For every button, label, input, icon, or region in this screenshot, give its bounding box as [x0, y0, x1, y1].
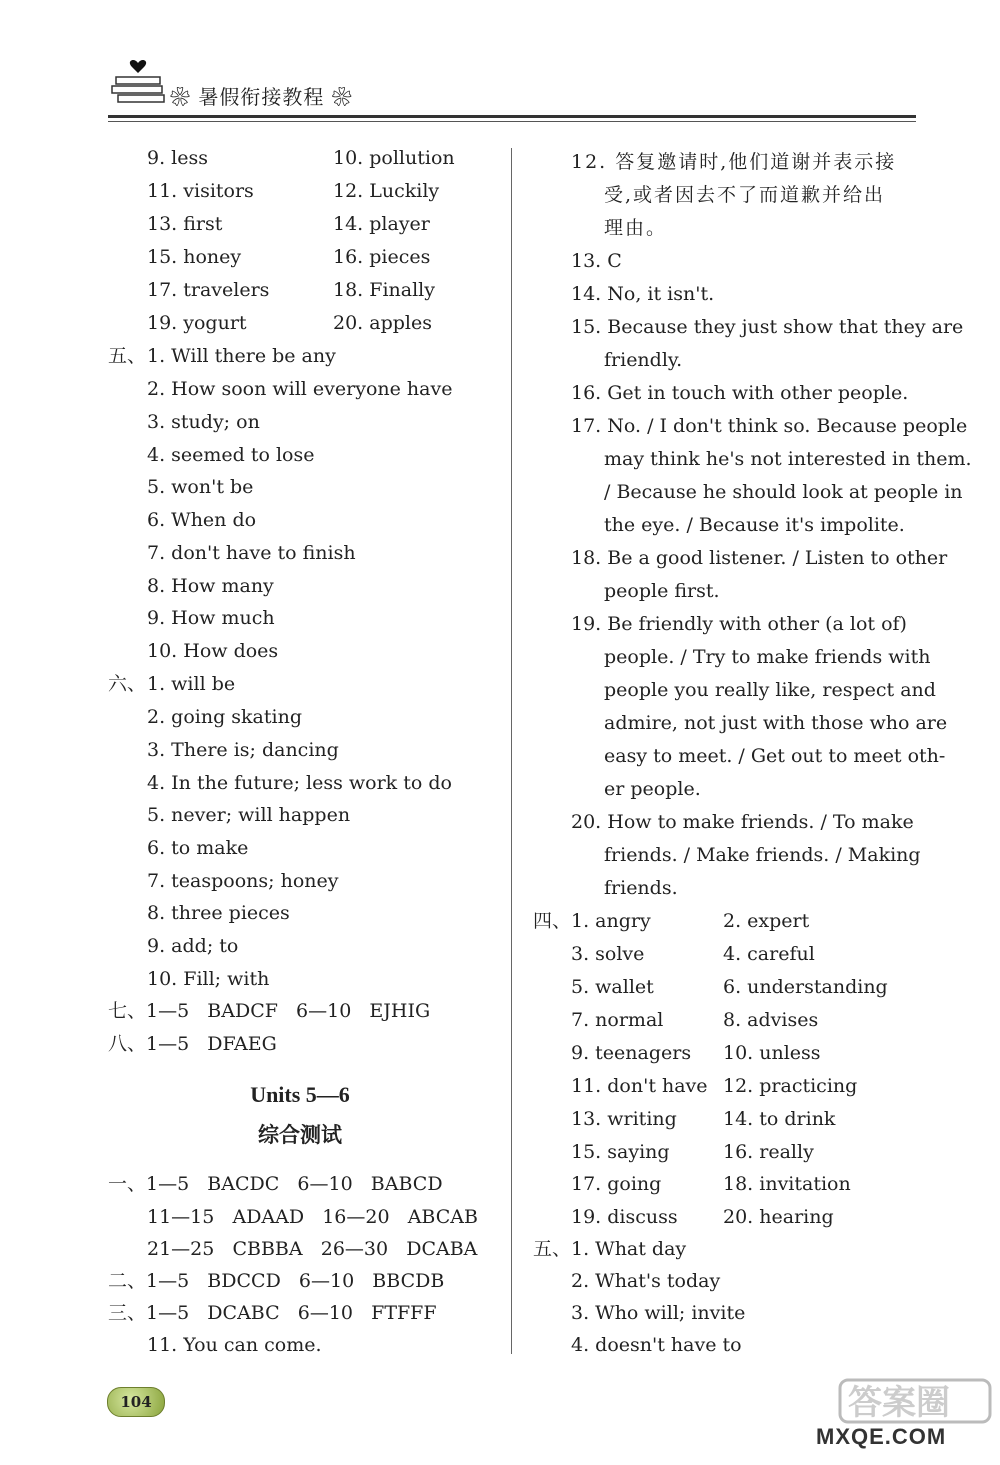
watermark-emblem-icon — [800, 1372, 1000, 1427]
answer-item: friends. / Make friends. / Making — [604, 844, 921, 866]
answer-item: 2. How soon will everyone have — [147, 378, 453, 400]
answer-item: 11. don't have — [571, 1075, 708, 1097]
watermark-logo — [800, 1372, 1000, 1465]
answer-item: friendly. — [604, 349, 683, 371]
answer-item: 20. apples — [333, 312, 432, 334]
answer-item: 14. player — [333, 213, 430, 235]
answer-item: 3. solve — [571, 943, 645, 965]
answer-item: 1. Will there be any — [147, 345, 336, 367]
answer-line: 一、1—5 BACDC 6—10 BABCD — [108, 1173, 443, 1195]
watermark-cn: 答案圈 — [848, 1383, 950, 1423]
answer-item: people you really like, respect and — [604, 679, 936, 701]
answer-item: 8. How many — [147, 575, 274, 597]
answer-item: people. / Try to make friends with — [604, 646, 931, 668]
answer-item: 2. What's today — [571, 1270, 721, 1292]
answer-item: 13. writing — [571, 1108, 677, 1130]
answer-item: 14. No, it isn't. — [571, 283, 715, 305]
answer-item: 16. pieces — [333, 246, 431, 268]
answer-item: 20. hearing — [723, 1206, 834, 1228]
answer-item: 6. understanding — [723, 976, 888, 998]
answer-item: 8. advises — [723, 1009, 819, 1031]
section-label: 六、 — [108, 673, 147, 695]
answer-item: 15. Because they just show that they are — [571, 316, 964, 338]
answer-item: 7. don't have to finish — [147, 542, 356, 564]
answer-item: 7. teaspoons; honey — [147, 870, 339, 892]
answer-item: 12. Luckily — [333, 180, 440, 202]
page-header — [108, 55, 916, 125]
answer-item: 18. invitation — [723, 1173, 851, 1195]
answer-line: 21—25 CBBBA 26—30 DCABA — [147, 1238, 478, 1260]
answer-item: friends. — [604, 877, 678, 899]
answer-item: 18. Finally — [333, 279, 435, 301]
answer-item: 9. How much — [147, 607, 275, 629]
page-number-badge: 104 — [107, 1387, 165, 1417]
answer-item: 9. add; to — [147, 935, 239, 957]
unit-title: Units 5—6 — [250, 1082, 350, 1107]
answer-item: 8. three pieces — [147, 902, 290, 924]
answer-line: 七、1—5 BADCF 6—10 EJHIG — [108, 1000, 431, 1022]
answer-item: 2. expert — [723, 910, 810, 932]
answer-item: 10. pollution — [333, 147, 455, 169]
answer-item: 4. doesn't have to — [571, 1334, 742, 1356]
answer-item: 12. practicing — [723, 1075, 858, 1097]
answer-item: 1. What day — [571, 1238, 687, 1260]
answer-item: 4. seemed to lose — [147, 444, 315, 466]
section-label: 五、 — [533, 1238, 572, 1260]
answer-item: 17. No. / I don't think so. Because people — [571, 415, 968, 437]
answer-item: 3. Who will; invite — [571, 1302, 746, 1324]
answer-item: er people. — [604, 778, 701, 800]
answer-item: 16. really — [723, 1141, 814, 1163]
answer-item: 4. In the future; less work to do — [147, 772, 452, 794]
section-label: 五、 — [108, 345, 147, 367]
answer-item: 16. Get in touch with other people. — [571, 382, 909, 404]
answer-line: 三、1—5 DCABC 6—10 FTFFF — [108, 1302, 437, 1324]
watermark-text: MXQE.COM — [816, 1424, 947, 1449]
answer-item: 2. going skating — [147, 706, 302, 728]
answer-item: 10. Fill; with — [147, 968, 270, 990]
answer-item: 19. discuss — [571, 1206, 678, 1228]
answer-item: easy to meet. / Get out to meet oth- — [604, 745, 946, 767]
answer-item: 7. normal — [571, 1009, 664, 1031]
answer-item: 12. 答复邀请时,他们道谢并表示接 — [571, 151, 897, 173]
answer-item: 3. There is; dancing — [147, 739, 339, 761]
answer-item: 1. will be — [147, 673, 236, 695]
answer-item: 19. yogurt — [147, 312, 247, 334]
books-heart-logo — [108, 55, 168, 110]
answer-item: 5. never; will happen — [147, 804, 351, 826]
answer-item: 9. less — [147, 147, 208, 169]
answer-item: 5. won't be — [147, 476, 254, 498]
answer-item: 15. saying — [571, 1141, 670, 1163]
answer-line: 二、1—5 BDCCD 6—10 BBCDB — [108, 1270, 445, 1292]
answer-item: 理由。 — [604, 217, 668, 239]
answer-line: 八、1—5 DFAEG — [108, 1033, 277, 1055]
answer-line: 11—15 ADAAD 16—20 ABCAB — [147, 1206, 478, 1228]
answer-item: 9. teenagers — [571, 1042, 692, 1064]
header-title: ❀ 暑假衔接教程 ❀ — [170, 85, 353, 109]
answer-item: 受,或者因去不了而道歉并给出 — [604, 184, 886, 206]
answer-item: 18. Be a good listener. / Listen to other — [571, 547, 948, 569]
answer-item: 17. going — [571, 1173, 662, 1195]
answer-item: 11. You can come. — [147, 1334, 322, 1356]
answer-item: 6. When do — [147, 509, 257, 531]
answer-item: 10. unless — [723, 1042, 821, 1064]
answer-item: / Because he should look at people in — [604, 481, 963, 503]
answer-item: 13. first — [147, 213, 223, 235]
answer-item: 4. careful — [723, 943, 815, 965]
answer-item: 11. visitors — [147, 180, 254, 202]
answer-item: admire, not just with those who are — [604, 712, 948, 734]
answer-item: 17. travelers — [147, 279, 270, 301]
section-label: 四、 — [533, 910, 572, 932]
answer-item: 5. wallet — [571, 976, 654, 998]
answer-item: 19. Be friendly with other (a lot of) — [571, 613, 907, 635]
answer-item: 14. to drink — [723, 1108, 836, 1130]
answer-item: 13. C — [571, 250, 622, 272]
answer-item: 1. angry — [571, 910, 651, 932]
header-rule-thin — [108, 121, 916, 122]
answer-item: people first. — [604, 580, 720, 602]
answer-item: 3. study; on — [147, 411, 260, 433]
answer-item: 10. How does — [147, 640, 279, 662]
unit-subtitle: 综合测试 — [258, 1122, 342, 1147]
answer-item: may think he's not interested in them. — [604, 448, 972, 470]
column-divider — [511, 148, 512, 1354]
header-rule — [108, 115, 916, 118]
answer-item: 15. honey — [147, 246, 242, 268]
answer-item: the eye. / Because it's impolite. — [604, 514, 905, 536]
answer-item: 6. to make — [147, 837, 249, 859]
answer-item: 20. How to make friends. / To make — [571, 811, 914, 833]
